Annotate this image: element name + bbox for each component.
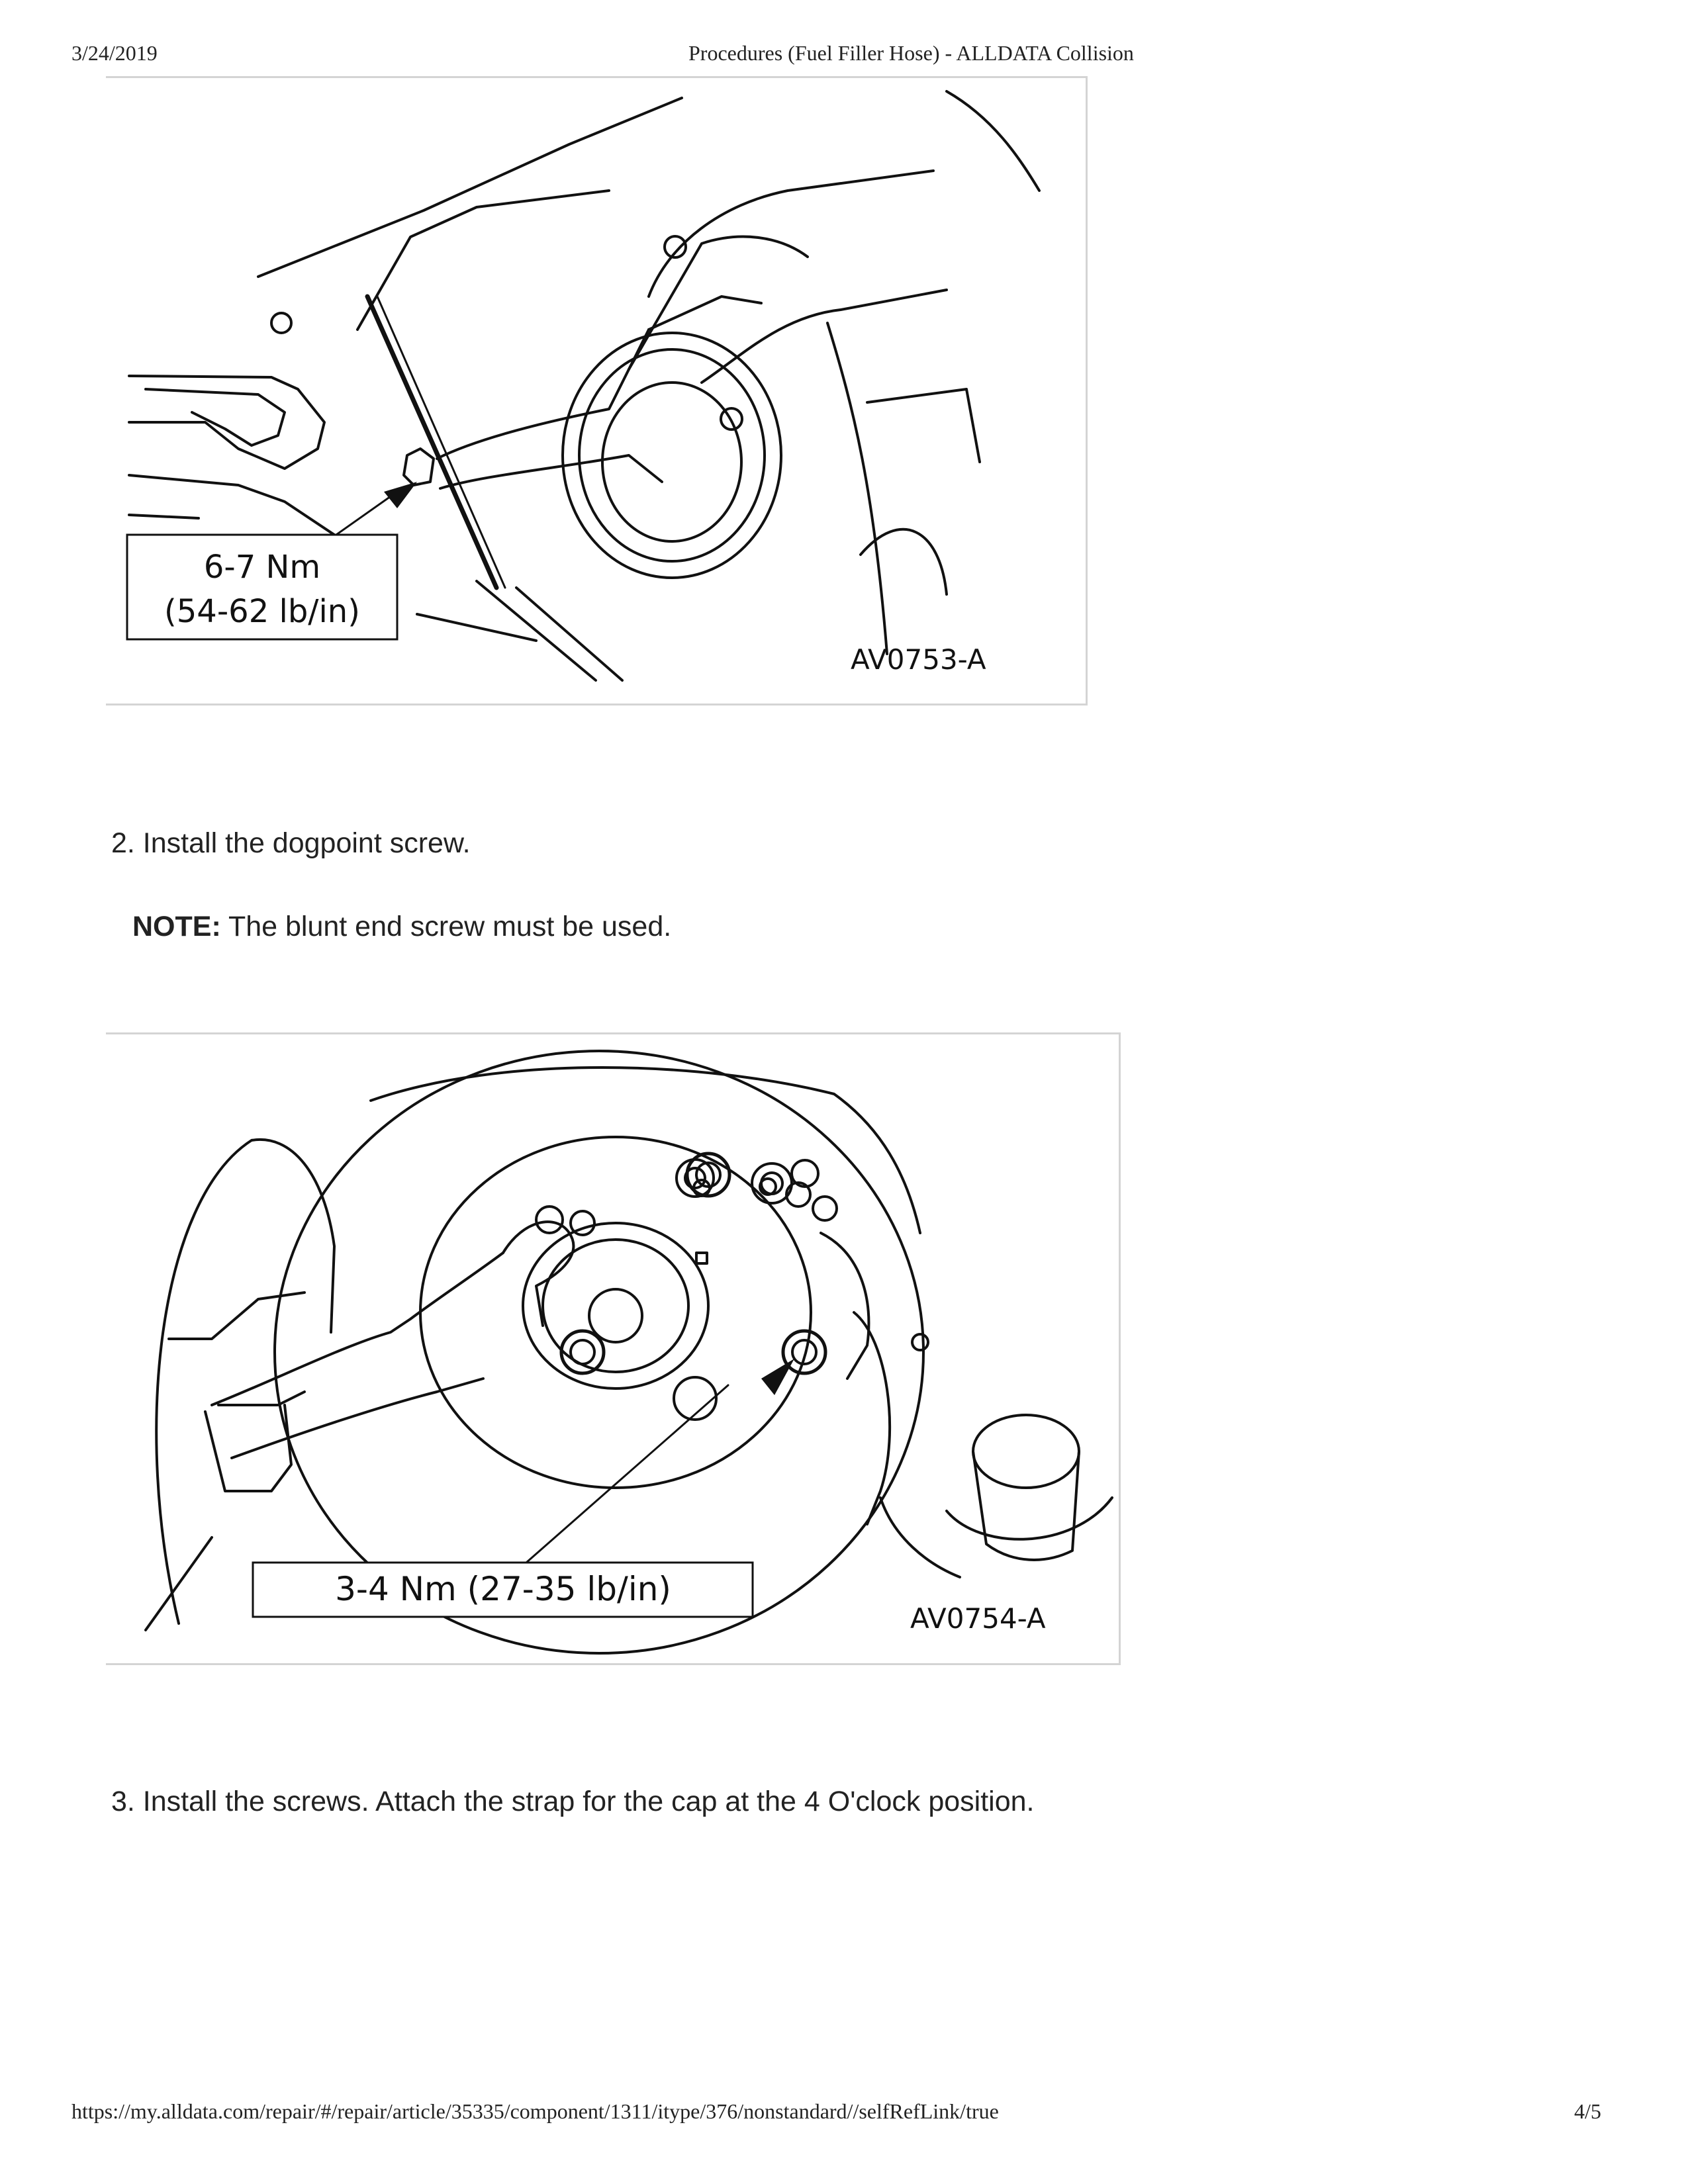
illustration-fuel-filler-dogpoint bbox=[106, 78, 1086, 704]
figure-id: AV0754-A bbox=[910, 1602, 1046, 1635]
figure-av0754 bbox=[106, 1032, 1121, 1665]
header-title: Procedures (Fuel Filler Hose) - ALLDATA Collision bbox=[688, 41, 1134, 65]
torque-line2: (54-62 lb/in) bbox=[164, 593, 360, 630]
note-label: NOTE: bbox=[132, 911, 221, 942]
step-3-text: 3. Install the screws. Attach the strap for the cap at the 4 O'clock position. bbox=[111, 1786, 1035, 1817]
figure-id: AV0753-A bbox=[851, 643, 986, 676]
torque-value: 3-4 Nm (27-35 lb/in) bbox=[335, 1570, 671, 1608]
step-2-text: 2. Install the dogpoint screw. bbox=[111, 827, 471, 859]
footer-url-link[interactable]: https://my.alldata.com/repair/#/repair/article/35335/component/1311/itype/376/nonstandard//selfRefLink/true bbox=[71, 2099, 999, 2123]
header-date: 3/24/2019 bbox=[71, 41, 158, 65]
illustration-filler-cap-screws bbox=[106, 1034, 1119, 1663]
note bbox=[132, 911, 671, 943]
torque-line1: 6-7 Nm bbox=[203, 549, 321, 586]
note-text: The blunt end screw must be used. bbox=[220, 911, 672, 942]
figure-av0753 bbox=[106, 76, 1088, 705]
footer-page-number: 4/5 bbox=[1574, 2099, 1601, 2123]
